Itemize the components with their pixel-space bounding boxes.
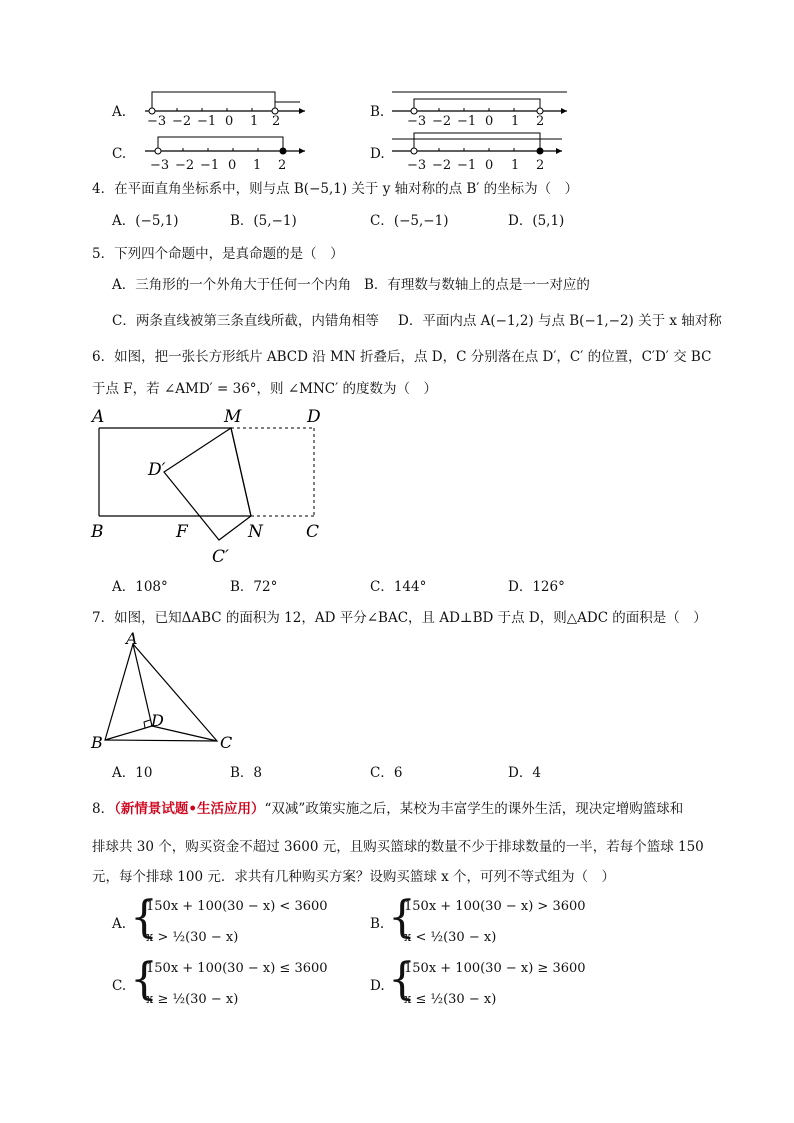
q8-line2: 排球共 30 个，购买资金不超过 3600 元，且购买篮球的数量不少于排球数量的一半，若每个篮球 150 [92,839,704,855]
tick-label: 1 [511,158,520,173]
tick-label: 0 [225,114,234,129]
q8-line3: 元，每个排球 100 元．求共有几种购买方案？设购买篮球 x 个，可列不等式组为（ ） [92,869,616,885]
tick-label: −3 [150,158,170,173]
tick-label: 2 [536,114,545,129]
label-d: D [151,711,164,730]
option-letter: B. [370,916,385,932]
q6-stem-line2: 于点 F，若 ∠AMD′ = 36°，则 ∠MNC′ 的度数为（ ） [92,381,437,397]
tick-label: −1 [197,114,217,129]
tick-label: −2 [172,114,192,129]
q7-option-d[interactable]: D．4 [508,765,541,781]
q8-tag: （新情景试题•生活应用） [114,801,265,817]
label-c-prime: C′ [212,547,229,567]
option-letter: D. [370,978,385,994]
label-a: A [126,632,138,648]
tick-label: −2 [432,114,452,129]
label-c: C [220,733,233,752]
q5-option-d[interactable]: D．平面内点 A(−1,2) 与点 B(−1,−2) 关于 x 轴对称 [398,313,722,329]
q5-stem: 5．下列四个命题中，是真命题的是（ ） [92,246,344,262]
q7-option-a[interactable]: A．10 [112,765,153,781]
inequality-1: 150x + 100(30 − x) > 3600 [404,899,586,914]
q4-option-c[interactable]: C．(−5,−1) [370,213,449,229]
tick-label: −1 [457,114,477,129]
q7-triangle-figure [88,632,248,754]
inequality-2: x ≤ ½(30 − x) [404,992,497,1007]
tick-label: 2 [272,114,281,129]
tick-label: −3 [147,114,167,129]
option-letter: A. [112,104,127,120]
inequality-1: 150x + 100(30 − x) < 3600 [146,899,328,914]
label-a: A [92,407,105,427]
inequality-2: x ≥ ½(30 − x) [146,992,239,1007]
tick-label: 0 [485,158,494,173]
q6-stem-line1: 6．如图，把一张长方形纸片 ABCD 沿 MN 折叠后，点 D，C 分别落在点 D′，C′ 的位置，C′D′ 交 BC [92,349,712,365]
option-letter: C. [112,146,127,162]
tick-label: 1 [511,114,520,129]
q6-option-d[interactable]: D．126° [508,579,565,595]
brace-icon: { [130,954,158,1005]
label-d-prime: D′ [148,460,166,480]
tick-label: −3 [407,158,427,173]
q6-option-b[interactable]: B．72° [230,579,278,595]
label-c: C [306,522,320,542]
label-b: B [91,733,103,752]
option-letter: C. [112,978,127,994]
tick-label: 0 [228,158,237,173]
q7-option-c[interactable]: C．6 [370,765,403,781]
q6-folded-rectangle-figure [88,400,338,570]
option-letter: A. [112,916,127,932]
brace-icon: { [130,892,158,943]
tick-label: 2 [536,158,545,173]
q5-option-a[interactable]: A．三角形的一个外角大于任何一个内角 [112,277,352,293]
label-m: M [224,407,242,427]
inequality-2: x > ½(30 − x) [146,930,239,945]
tick-label: −1 [200,158,220,173]
q4-stem: 4．在平面直角坐标系中，则与点 B(−5,1) 关于 y 轴对称的点 B′ 的坐标为（ ） [92,181,579,197]
q4-option-a[interactable]: A．(−5,1) [112,213,179,229]
tick-label: −2 [432,158,452,173]
q6-option-a[interactable]: A．108° [112,579,168,595]
tick-label: 2 [278,158,287,173]
q4-option-b[interactable]: B．(5,−1) [230,213,297,229]
brace-icon: { [388,954,416,1005]
inequality-2: x < ½(30 − x) [404,930,497,945]
q6-option-c[interactable]: C．144° [370,579,427,595]
brace-icon: { [388,892,416,943]
tick-label: −2 [175,158,195,173]
q7-option-b[interactable]: B．8 [230,765,263,781]
option-letter: B. [370,104,385,120]
tick-label: −3 [407,114,427,129]
inequality-1: 150x + 100(30 − x) ≤ 3600 [146,961,328,976]
label-d: D [307,407,321,427]
q5-option-b[interactable]: B．有理数与数轴上的点是一一对应的 [364,277,590,293]
q7-stem: 7．如图，已知ΔABC 的面积为 12，AD 平分∠BAC，且 AD⊥BD 于点 D，则△ADC 的面积是（ ） [92,610,707,626]
tick-label: 1 [253,158,262,173]
label-f: F [176,522,188,542]
q8-text1: “双减”政策实施之后，某校为丰富学生的课外生活，现决定增购篮球和 [264,801,684,817]
label-n: N [248,522,263,542]
inequality-1: 150x + 100(30 − x) ≥ 3600 [404,961,586,976]
option-letter: D. [370,146,385,162]
tick-label: 0 [485,114,494,129]
q8-line1 [92,800,683,818]
tick-label: 1 [250,114,259,129]
q4-option-d[interactable]: D．(5,1) [508,213,565,229]
q5-option-c[interactable]: C．两条直线被第三条直线所截，内错角相等 [112,313,379,329]
tick-label: −1 [457,158,477,173]
q8-number: 8． [92,801,115,817]
label-b: B [91,522,104,542]
